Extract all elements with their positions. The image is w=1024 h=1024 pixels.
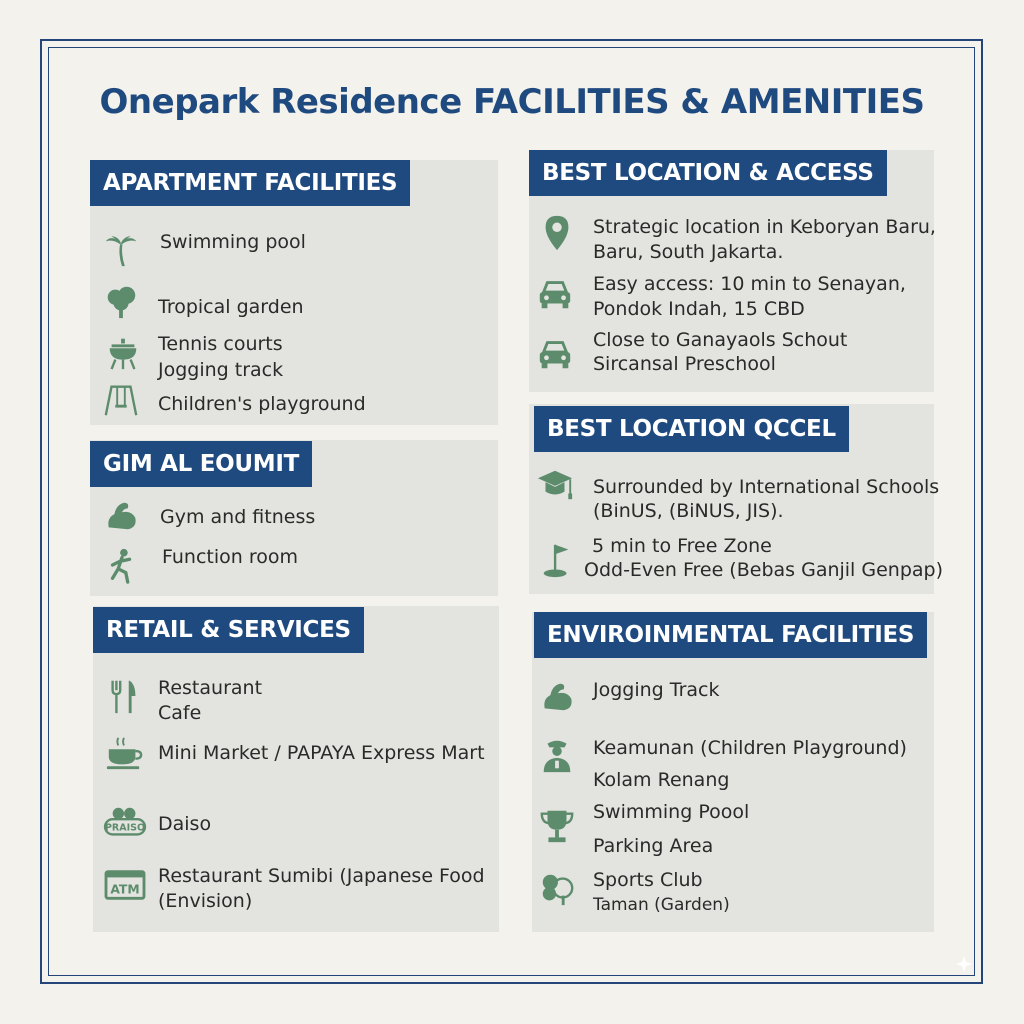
gym-item: Gym and fitness [160,506,316,528]
palm-tree-icon [101,229,141,269]
location-item: Close to Ganayaols Schout [593,329,848,351]
guard-icon [537,735,577,775]
retail-item: Daiso [158,813,212,835]
retail-item: (Envision) [158,890,253,912]
bush-icon [537,868,577,908]
bicep-icon [102,496,142,536]
retail-item: Mini Market / PAPAYA Express Mart [158,742,485,764]
environment-item: Kolam Renang [593,769,730,791]
apartment-item: Jogging track [158,359,284,381]
apartment-item: Tennis courts [158,333,283,355]
location-heading: BEST LOCATION & ACCESS [529,150,887,196]
golf-flag-icon [537,540,577,580]
environment-item: Keamunan (Children Playground) [593,737,907,759]
car-icon [535,274,575,314]
retail-item: Restaurant [158,677,263,699]
tree-icon [101,281,141,321]
car-icon [535,334,575,374]
graduation-cap-icon [535,464,575,504]
location-item: Baru, South Jakarta. [593,241,784,263]
location2-item: (BinUS, (BiNUS, JIS). [593,500,784,522]
swing-icon [101,380,141,420]
map-pin-icon [537,213,577,253]
retail-heading: RETAIL & SERVICES [93,607,364,653]
apartment-item: Swimming pool [160,231,306,253]
bicep-icon [538,677,578,717]
praiso-badge: PRAISO [104,822,146,834]
grill-icon [103,332,143,372]
retail-item: Cafe [158,702,202,724]
runner-icon [102,545,142,585]
atm-icon [102,865,148,905]
apartment-item: Tropical garden [158,296,304,318]
coffee-cup-icon [104,733,144,773]
location2-item: Odd-Even Free (Bebas Ganjil Genpap) [584,559,944,581]
sparkle-icon [956,956,972,972]
environment-item: Jogging Track [593,679,720,701]
atm-badge: ATM [110,882,140,897]
fork-knife-icon [104,676,144,716]
gym-item: Function room [162,546,299,568]
apartment-heading: APARTMENT FACILITIES [90,160,410,206]
apartment-item: Children's playground [158,393,366,415]
location-item: Easy access: 10 min to Senayan, [593,273,906,295]
page-title: Onepark Residence FACILITIES & AMENITIES [99,82,925,122]
location-item: Pondok Indah, 15 CBD [593,298,805,320]
location-item: Strategic location in Keboryan Baru, [593,216,936,238]
location-item: Sircansal Preschool [593,353,776,375]
praiso-icon [102,803,148,843]
gym-heading: GIM AL EOUMIT [90,441,312,487]
location2-item: Surrounded by International Schools [593,476,940,498]
location2-heading: BEST LOCATION QCCEL [534,406,849,452]
retail-item: Restaurant Sumibi (Japanese Food [158,865,485,887]
environment-item: Swimming Poool [593,801,750,823]
environment-item: Sports Club [593,869,703,891]
location2-item: 5 min to Free Zone [592,535,772,557]
trophy-icon [537,806,577,846]
environment-item: Parking Area [593,835,714,857]
environment-item: Taman (Garden) [593,895,730,915]
environment-heading: ENVIROINMENTAL FACILITIES [534,612,927,658]
